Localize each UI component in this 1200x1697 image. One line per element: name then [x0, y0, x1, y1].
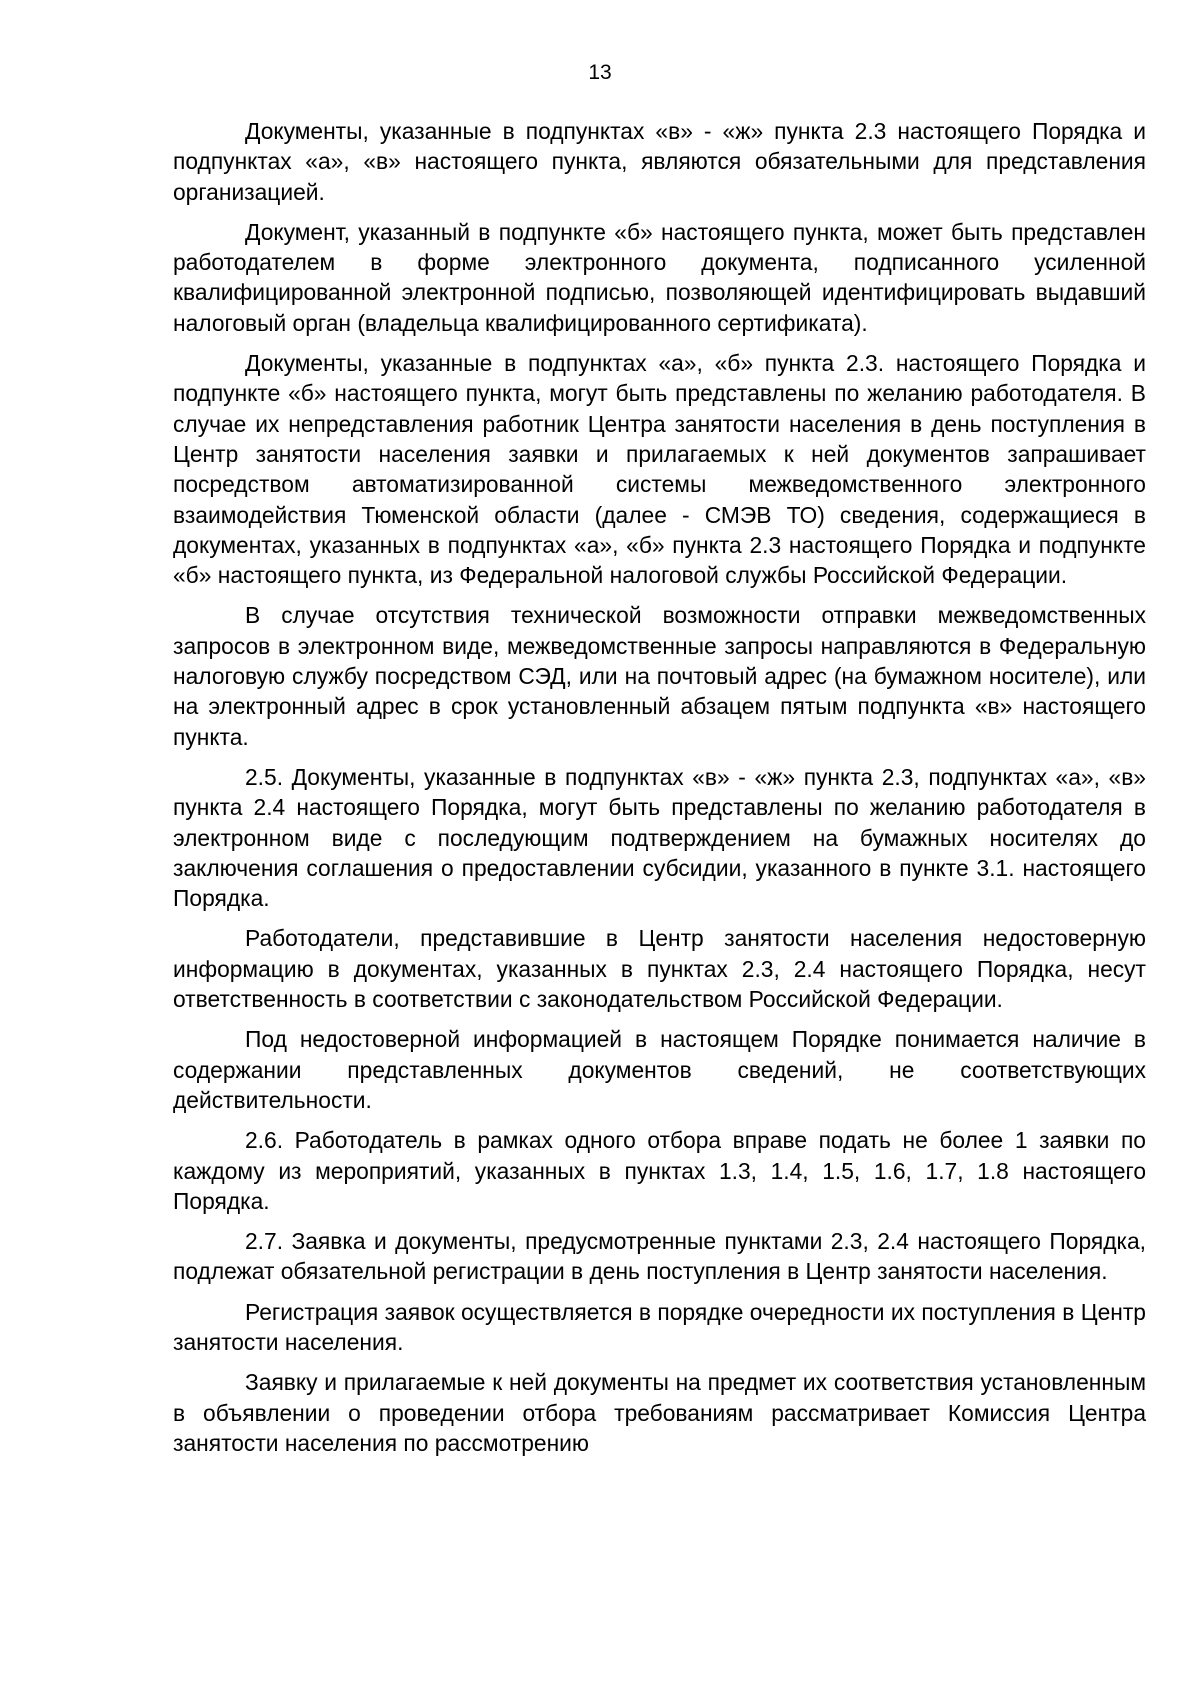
paragraph-documents-mandatory: Документы, указанные в подпунктах «в» - «ж» пункта 2.3 настоящего Порядка и подпунктах «а», «в» настоящего пункта, являются обязательными для представления организацией.: [173, 118, 1146, 205]
paragraph-registration-order: Регистрация заявок осуществляется в порядке очередности их поступления в Центр занятости населения.: [173, 1298, 1146, 1355]
paragraph-documents-by-request: Документы, указанные в подпунктах «а», «б» пункта 2.3. настоящего Порядка и подпункте «б» настоящего пункта, могут быть представлены по желанию работодателя. В случае их непредставления работник Центра занятости населения в день поступления в Центр занятости населения заявки и прилагаемых к ней документов запрашивает посредством автоматизированной системы межведомственного электронного взаимодействия Тюменской области (далее - СМЭВ ТО) сведения, содержащиеся в документах, указанных в подпунктах «а», «б» пункта 2.3 настоящего Порядка и подпункте «б» настоящего пункта, из Федеральной налоговой службы Российской Федерации.: [173, 350, 1146, 589]
paragraph-2-7: 2.7. Заявка и документы, предусмотренные пунктами 2.3, 2.4 настоящего Порядка, подлежат обязательной регистрации в день поступления в Центр занятости населения.: [173, 1228, 1146, 1285]
paragraph-commission-review: Заявку и прилагаемые к ней документы на предмет их соответствия установленным в объявлении о проведении отбора требованиям рассматривает Комиссия Центра занятости населения по рассмотрению: [173, 1369, 1146, 1456]
paragraph-2-6: 2.6. Работодатель в рамках одного отбора вправе подать не более 1 заявки по каждому из мероприятий, указанных в пунктах 1.3, 1.4, 1.5, 1.6, 1.7, 1.8 настоящего Порядка.: [173, 1127, 1146, 1214]
paragraph-2-5: 2.5. Документы, указанные в подпунктах «в» - «ж» пункта 2.3, подпунктах «а», «в» пункта 2.4 настоящего Порядка, могут быть представлены по желанию работодателя в электронном виде с последующим подтверждением на бумажных носителях до заключения соглашения о предоставлении субсидии, указанного в пункте 3.1. настоящего Порядка.: [173, 763, 1146, 912]
page-number: 13: [588, 61, 612, 84]
document-body: [173, 116, 1146, 1458]
paragraph-false-information: Под недостоверной информацией в настоящем Порядке понимается наличие в содержании представленных документов сведений, не соответствующих действительности.: [173, 1026, 1146, 1113]
paragraph-employer-responsibility: Работодатели, представившие в Центр занятости населения недостоверную информацию в документах, указанных в пунктах 2.3, 2.4 настоящего Порядка, несут ответственность в соответствии с законодательством Российской Федерации.: [173, 925, 1146, 1013]
paragraph-interagency-requests: В случае отсутствия технической возможности отправки межведомственных запросов в электронном виде, межведомственные запросы направляются в Федеральную налоговую службу посредством СЭД, или на почтовый адрес (на бумажном носителе), или на электронный адрес в срок установленный абзацем пятым подпункта «в» настоящего пункта.: [173, 602, 1146, 750]
paragraph-electronic-document: Документ, указанный в подпункте «б» настоящего пункта, может быть представлен работодателем в форме электронного документа, подписанного усиленной квалифицированной электронной подписью, позволяющей идентифицировать выдавший налоговый орган (владельца квалифицированного сертификата).: [173, 218, 1146, 336]
